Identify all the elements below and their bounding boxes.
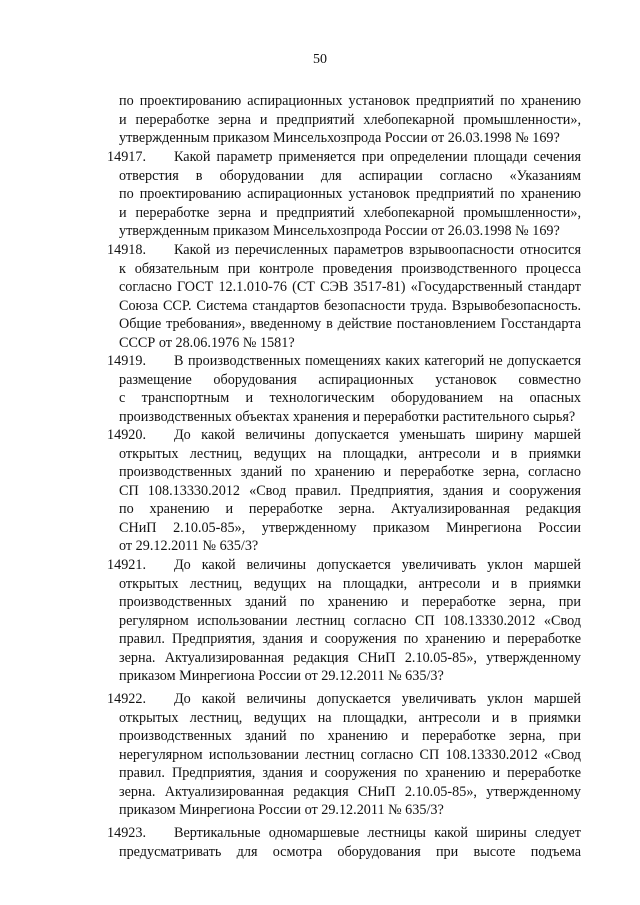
text-line: производственных зданий по хранению и переработке зерна, при: [119, 594, 581, 610]
text-line: зерна. Актуализированная редакция СНиП 2.10.05-85», утвержденному: [119, 783, 581, 800]
text-line: СП 108.13330.2012 «Свод правил. Предприятия, здания и сооружения: [119, 482, 581, 499]
text-line: зерна. Актуализированная редакция СНиП 2.10.05-85», утвержденному: [119, 649, 581, 666]
text-line: открытых лестниц, ведущих на площадки, антресоли и в приямки: [119, 575, 581, 592]
text-line: приказом Минрегиона России от 29.12.2011 № 635/3?: [119, 668, 444, 684]
text-line: открытых лестниц, ведущих на площадки, антресоли и в приямки: [119, 709, 581, 726]
text-line: предусматривать для осмотра оборудования при высоте подъема: [119, 844, 581, 860]
text-line: Вертикальные одномаршевые лестницы какой ширины следует: [174, 825, 581, 841]
text-line: утвержденным приказом Минсельхозпрода России от 26.03.1998 № 169?: [119, 223, 560, 239]
text-line: и переработке зерна и предприятий хлебопекарной промышленности»,: [119, 204, 581, 221]
text-line: по проектированию аспирационных установок предприятий по хранению: [119, 186, 581, 202]
question-number: 14923.: [107, 825, 147, 841]
question-number: 14919.: [107, 353, 147, 369]
text-line: по хранению и переработке зерна. Актуализированная редакция: [119, 501, 581, 517]
question-number: 14918.: [107, 242, 147, 258]
text-line: нерегулярном использовании лестниц согласно СП 108.13330.2012 «Свод: [119, 746, 581, 763]
text-line: производственных объектах хранения и переработки растительного сырья?: [119, 408, 576, 425]
text-line: согласно ГОСТ 12.1.010-76 (СТ СЭВ 3517-81) «Государственный стандарт: [119, 279, 581, 295]
text-line: СССР от 28.06.1976 № 1581?: [119, 334, 295, 351]
text-line: к обязательным при контроле проведения производственного процесса: [119, 260, 581, 277]
text-line: от 29.12.2011 № 635/3?: [119, 538, 259, 554]
text-line: До какой величины допускается увеличивать уклон маршей: [174, 691, 581, 707]
text-line: Какой из перечисленных параметров взрывоопасности относится: [174, 242, 581, 258]
text-line: правил. Предприятия, здания и сооружения по хранению и переработке: [119, 765, 581, 781]
text-line: с транспортным и технологическим оборудованием на опасных: [119, 390, 581, 406]
text-line: В производственных помещениях каких категорий не допускается: [174, 353, 581, 369]
text-line: правил. Предприятия, здания и сооружения по хранению и переработке: [119, 631, 581, 647]
text-line: размещение оборудования аспирационных установок совместно: [119, 371, 581, 388]
text-line: производственных зданий по хранению и переработке зерна, согласно: [119, 464, 581, 480]
text-line: регулярном использовании лестниц согласно СП 108.13330.2012 «Свод: [119, 612, 581, 629]
text-line: Какой параметр применяется при определении площади сечения: [174, 149, 581, 165]
question-number: 14922.: [107, 691, 147, 707]
text-line: и переработке зерна и предприятий хлебопекарной промышленности»,: [119, 111, 581, 128]
text-line: отверстия в оборудовании для аспирации согласно «Указаниям: [119, 167, 581, 184]
text-line: СНиП 2.10.05-85», утвержденному приказом Минрегиона России: [119, 519, 581, 536]
text-line: Союза ССР. Система стандартов безопасности труда. Взрывобезопасность.: [119, 297, 581, 314]
page-number: 50: [313, 52, 327, 67]
text-line: До какой величины допускается увеличивать уклон маршей: [174, 557, 581, 573]
text-line: открытых лестниц, ведущих на площадки, антресоли и в приямки: [119, 445, 581, 462]
text-line: приказом Минрегиона России от 29.12.2011 № 635/3?: [119, 802, 444, 818]
question-number: 14917.: [107, 149, 147, 165]
question-number: 14920.: [107, 427, 147, 443]
text-line: по проектированию аспирационных установок предприятий по хранению: [119, 93, 581, 109]
question-number: 14921.: [107, 557, 147, 573]
text-line: До какой величины допускается уменьшать ширину маршей: [174, 427, 581, 443]
text-line: утвержденным приказом Минсельхозпрода России от 26.03.1998 № 169?: [119, 130, 560, 146]
text-line: Общие требования», введенному в действие постановлением Госстандарта: [119, 316, 581, 332]
text-line: производственных зданий по хранению и переработке зерна, при: [119, 728, 581, 744]
